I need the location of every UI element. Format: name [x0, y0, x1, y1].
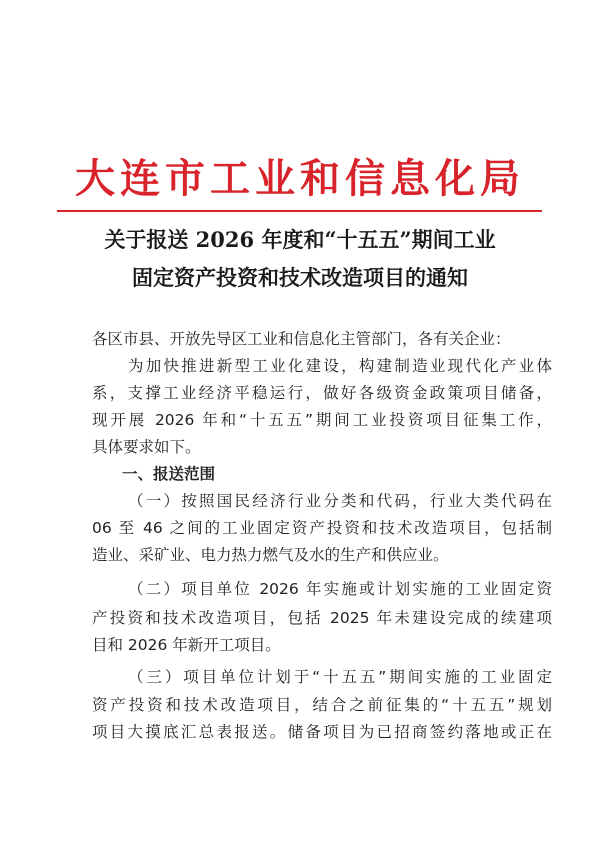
item-1-line-1: （一）按照国民经济行业分类和代码，行业大类代码在: [128, 492, 552, 510]
item-3-line-3: 项目大摸底汇总表报送。储备项目为已招商签约落地或正在: [92, 723, 552, 741]
item-1-line-3: 造业、采矿业、电力热力燃气及水的生产和供应业。: [92, 546, 449, 564]
red-divider-line: [57, 210, 542, 212]
paragraph-intro-line-4: 具体要求如下。: [92, 438, 201, 456]
item-2-line-2: 产投资和技术改造项目，包括 2025 年未建设完成的续建项: [92, 609, 552, 627]
paragraph-intro-line-2: 系，支撑工业经济平稳运行，做好各级资金政策项目储备，: [92, 384, 552, 402]
item-1-line-2: 06 至 46 之间的工业固定资产投资和技术改造项目，包括制: [92, 519, 552, 537]
section-heading-scope: 一、报送范围: [122, 465, 216, 483]
addressee-line: 各区市县、开放先导区工业和信息化主管部门，各有关企业：: [92, 330, 511, 348]
item-2-line-3: 目和 2026 年新开工项目。: [92, 636, 281, 654]
item-3-line-2: 资产投资和技术改造项目，结合之前征集的“十五五”规划: [92, 696, 552, 714]
paragraph-intro-line-3: 现开展 2026 年和“十五五”期间工业投资项目征集工作，: [92, 411, 552, 429]
item-3-line-1: （三）项目单位计划于“十五五”期间实施的工业固定: [128, 668, 552, 686]
paragraph-intro-line-1: 为加快推进新型工业化建设，构建制造业现代化产业体: [128, 357, 552, 375]
issuer-header: 大连市工业和信息化局: [75, 155, 525, 202]
item-2-line-1: （二）项目单位 2026 年实施或计划实施的工业固定资: [128, 580, 552, 598]
document-title-line-1: 关于报送 2026 年度和“十五五”期间工业: [104, 227, 496, 252]
document-title-line-2: 固定资产投资和技术改造项目的通知: [132, 265, 468, 290]
